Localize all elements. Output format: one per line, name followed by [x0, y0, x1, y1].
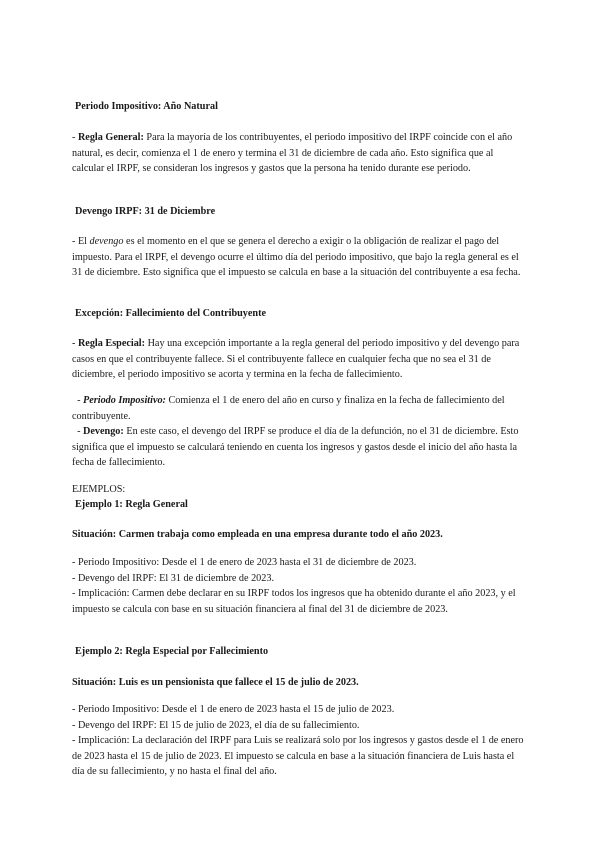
situacion-ejemplo-2: Situación: Luis es un pensionista que fallece el 15 de julio de 2023.: [72, 677, 359, 688]
ejemplo-1-details: [72, 555, 524, 617]
ejemplos-label: EJEMPLOS:: [72, 484, 126, 495]
list-item: - Implicación: Carmen debe declarar en su IRPF todos los ingresos que ha obtenido durante el año 2023, y el impuesto se calcula con base en su situación financiera al final del 31 de diciembre de 2023.: [72, 588, 516, 615]
heading-ejemplo-2: Ejemplo 2: Regla Especial por Fallecimiento: [75, 646, 269, 657]
list-item: - Periodo Impositivo: Desde el 1 de enero de 2023 hasta el 15 de julio de 2023.: [72, 704, 395, 715]
list-item: - Devengo del IRPF: El 31 de diciembre de 2023.: [72, 572, 275, 584]
heading-periodo: Periodo Impositivo: Año Natural: [75, 101, 218, 112]
heading-excepcion: Excepción: Fallecimiento del Contribuyente: [75, 308, 266, 319]
item-devengo: - Devengo: En este caso, el devengo del IRPF se produce el día de la defunción, no el 31 de diciembre. Esto significa que el impuesto se calculará teniendo en cuenta los ingresos y gastos desde el inicio del año hasta la fecha de fallecimiento.: [72, 426, 521, 469]
list-item: - Periodo Impositivo: Desde el 1 de enero de 2023 hasta el 31 de diciembre de 2023.: [72, 557, 417, 568]
item-periodo-impositivo: - Periodo Impositivo: Comienza el 1 de enero del año en curso y finaliza en la fecha de fallecimiento del contribuyente.: [72, 395, 508, 422]
heading-ejemplo-1: Ejemplo 1: Regla General: [75, 499, 188, 510]
situacion-ejemplo-1: Situación: Carmen trabaja como empleada en una empresa durante todo el año 2023.: [72, 529, 443, 540]
heading-devengo: Devengo IRPF: 31 de Diciembre: [75, 206, 216, 217]
ejemplo-2-details: [72, 702, 524, 780]
list-item: - Devengo del IRPF: El 15 de julio de 2023, el día de su fallecimiento.: [72, 719, 360, 731]
list-item: - Implicación: La declaración del IRPF para Luis se realizará solo por los ingresos y gastos desde el 1 de enero de 2023 hasta el 15 de julio de 2023. El impuesto se calcula en base a la situación financiera de Luis hasta el día de su fallecimiento, y no hasta el final del año.: [72, 735, 524, 778]
paragraph-regla-general: - Regla General: Para la mayoría de los contribuyentes, el periodo impositivo del IRPF coincide con el año natural, es decir, comienza el 1 de enero y termina el 31 de diciembre de cada año. Esto significa que al calcular el IRPF, se consideran los ingresos y gastos que la persona ha tenido durante ese periodo.: [72, 132, 513, 175]
paragraph-devengo: - El devengo es el momento en el que se genera el derecho a exigir o la obligación de realizar el pago del impuesto. Para el IRPF, el devengo ocurre el último día del periodo impositivo, que bajo la regla general es el 31 de diciembre. Esto significa que el impuesto se calcula en base a la situación del contribuyente a esa fecha.: [72, 236, 521, 279]
paragraph-regla-especial: - Regla Especial: Hay una excepción importante a la regla general del periodo impositivo y del devengo para casos en que el contribuyente fallece. Si el contribuyente fallece en cualquier fecha que no sea el 31 de diciembre, el periodo impositivo se acorta y termina en la fecha de fallecimiento.: [72, 338, 520, 381]
